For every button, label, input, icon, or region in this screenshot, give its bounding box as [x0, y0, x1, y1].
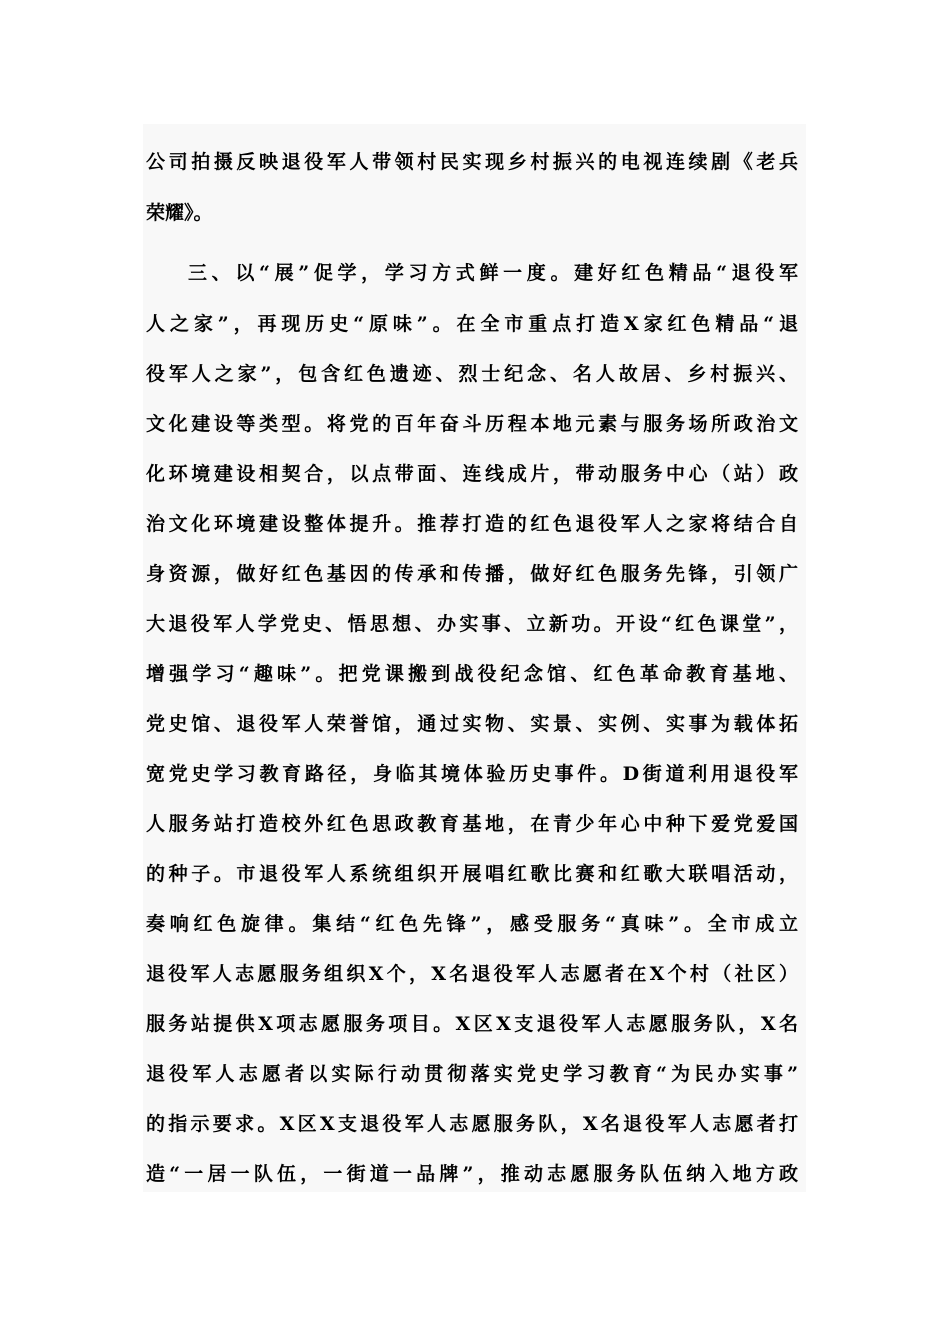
text-line: 造“一居一队伍，一街道一品牌”，推动志愿服务队伍纳入地方政: [146, 1163, 798, 1185]
text-line: 增强学习“趣味”。把党课搬到战役纪念馆、红色革命教育基地、: [146, 663, 798, 685]
document-body: [143, 124, 806, 1192]
text-line: 退役军人志愿者以实际行动贯彻落实党史学习教育“为民办实事”: [146, 1063, 798, 1085]
text-line: 文化建设等类型。将党的百年奋斗历程本地元素与服务场所政治文: [146, 413, 798, 435]
text-line: 宽党史学习教育路径，身临其境体验历史事件。D街道利用退役军: [146, 763, 798, 785]
text-line: 公司拍摄反映退役军人带领村民实现乡村振兴的电视连续剧《老兵: [146, 151, 798, 173]
text-line: 奏响红色旋律。集结“红色先锋”，感受服务“真味”。全市成立: [146, 913, 798, 935]
text-line: 的种子。市退役军人系统组织开展唱红歌比赛和红歌大联唱活动，: [146, 863, 798, 885]
paragraph-heading-line: 三、以“展”促学，学习方式鲜一度。建好红色精品“退役军: [188, 262, 798, 284]
text-line: 治文化环境建设整体提升。推荐打造的红色退役军人之家将结合自: [146, 513, 798, 535]
text-line: 人之家”，再现历史“原味”。在全市重点打造X家红色精品“退: [146, 313, 798, 335]
text-line: 化环境建设相契合，以点带面、连线成片，带动服务中心（站）政: [146, 463, 798, 485]
text-line: 退役军人志愿服务组织X个，X名退役军人志愿者在X个村（社区）: [146, 963, 798, 985]
text-line: 党史馆、退役军人荣誉馆，通过实物、实景、实例、实事为载体拓: [146, 713, 798, 735]
text-line: 身资源，做好红色基因的传承和传播，做好红色服务先锋，引领广: [146, 563, 798, 585]
text-line: 的指示要求。X区X支退役军人志愿服务队，X名退役军人志愿者打: [146, 1113, 798, 1135]
text-line: 荣耀》。: [146, 202, 213, 224]
text-line: 大退役军人学党史、悟思想、办实事、立新功。开设“红色课堂”，: [146, 613, 798, 635]
text-line: 人服务站打造校外红色思政教育基地，在青少年心中种下爱党爱国: [146, 813, 798, 835]
text-line: 服务站提供X项志愿服务项目。X区X支退役军人志愿服务队，X名: [146, 1013, 798, 1035]
text-line: 役军人之家”，包含红色遗迹、烈士纪念、名人故居、乡村振兴、: [146, 363, 798, 385]
